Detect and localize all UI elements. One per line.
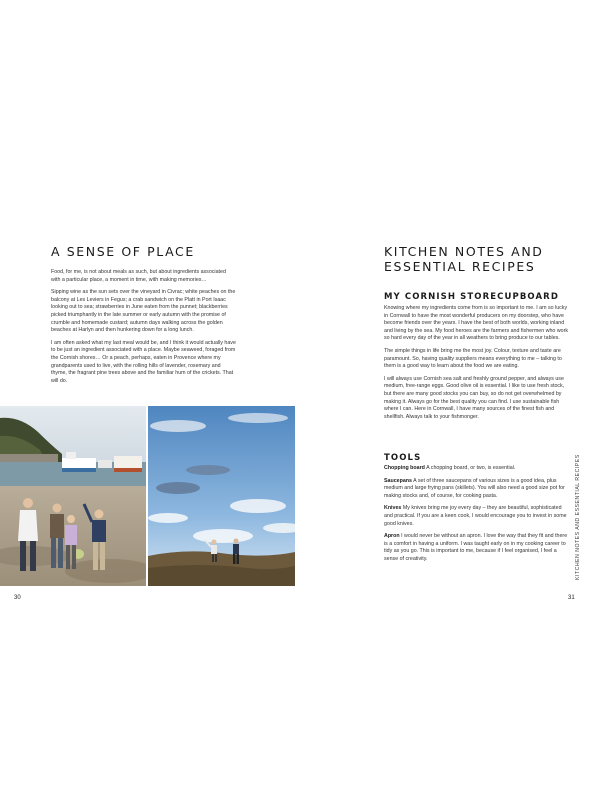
paragraph: Food, for me, is not about meals as such, but about ingredients associated with a particular place, a moment in time, with making memories…	[51, 269, 226, 283]
left-page-title: A SENSE OF PLACE	[51, 244, 195, 259]
tool-term: Apron	[384, 533, 400, 540]
page-number-right: 31	[568, 595, 575, 601]
right-page-title	[384, 244, 544, 274]
clifftop-sky-image	[148, 406, 295, 586]
paragraph: Knowing where my ingredients come from is so important to me. I am so lucky in Cornwall to have the most wonderful producers on my doorstep, who have become friends over the years. I have the best of both worlds, working inland and living by the sea. My food heroes are the farmers and fishermen who work so hard every day of the year in all weathers to bring produce to our tables.	[384, 305, 569, 342]
left-body-text	[51, 269, 236, 390]
storecupboard-heading: MY CORNISH STORECUPBOARD	[384, 292, 559, 302]
tool-entry	[384, 533, 569, 563]
paragraph: The simple things in life bring me the most joy. Colour, texture and taste are paramount. So, having quality suppliers means everything to me – talking to them is a good way to learn about the food we are eating.	[384, 347, 562, 370]
photo-clifftop-sky	[148, 406, 295, 586]
tool-term: Chopping board	[384, 465, 425, 471]
storecupboard-text	[384, 305, 569, 426]
right-page	[295, 0, 590, 803]
paragraph: Sipping wine as the sun sets over the vineyard in Civrac; white peaches on the balcony at Les Leviers in Fegus; a crab sandwich on the Platt in Port Isaac looking out to sea; strawberries in June eaten from the punnet; blackberries picked triumphantly in the late summer or early autumn with the promise of crumble and homemade custard; autumn days walking across the golden beaches at Harlyn and then hunkering down for a long lunch.	[51, 289, 236, 334]
running-head-text: KITCHEN NOTES AND ESSENTIAL RECIPES	[575, 454, 581, 580]
title-line-2: ESSENTIAL RECIPES	[384, 259, 536, 274]
tools-list	[384, 465, 569, 569]
paragraph: I will always use Cornish sea salt and freshly ground pepper, and always use medium, free-range eggs. Good olive oil is essential. I like to use fresh stock, but there are many good stocks you can buy, so do not get overwhelmed by making it. Always go for the best quality you can find. I use sustainable fish where I can. Here in Cornwall, I have many sources of the finest fish and shellfish. Always talk to your fishmonger.	[384, 375, 565, 420]
tool-term: Saucepans	[384, 477, 412, 484]
family-harbour-image	[0, 406, 146, 586]
photo-family-harbour	[0, 406, 146, 586]
tool-entry	[384, 478, 569, 501]
tool-description: A chopping board, or two, is essential.	[424, 465, 516, 471]
tool-entry	[384, 505, 569, 528]
tool-term: Knives	[384, 505, 402, 512]
tools-heading: TOOLS	[384, 453, 422, 463]
tool-entry	[384, 465, 569, 473]
title-line-1: KITCHEN NOTES AND	[384, 244, 544, 259]
paragraph: I am often asked what my last meal would be, and I think it would actually have to be just an ingredient associated with a place. Maybe seaweed, foraged from the Cornish shores… Or a peach, perhaps, eaten in Provence where my grandparents used to live, with the rolling hills of lavender, rosemary and thyme, the fragrant pine trees above and the familiar hum of the crickets. That will do.	[51, 339, 236, 384]
tool-description: A set of three saucepans of various sizes is a good idea, plus medium and large frying pans (skillets). You will also need a good size pot for making stocks and, of course, for cooking pasta.	[384, 477, 565, 499]
tool-description: My knives bring me joy every day – they are beautiful, sophisticated and practical. If you are a keen cook, I would encourage you to invest in some good knives.	[384, 505, 567, 527]
tool-description: I would never be without an apron. I love the way that they fit and there is a comfort in having a uniform. I was taught early on in my cooking career to tidy as you go. This is important to me, because if I feel organised, I feel a sense of creativity.	[384, 533, 568, 562]
page-number-left: 30	[14, 595, 21, 601]
